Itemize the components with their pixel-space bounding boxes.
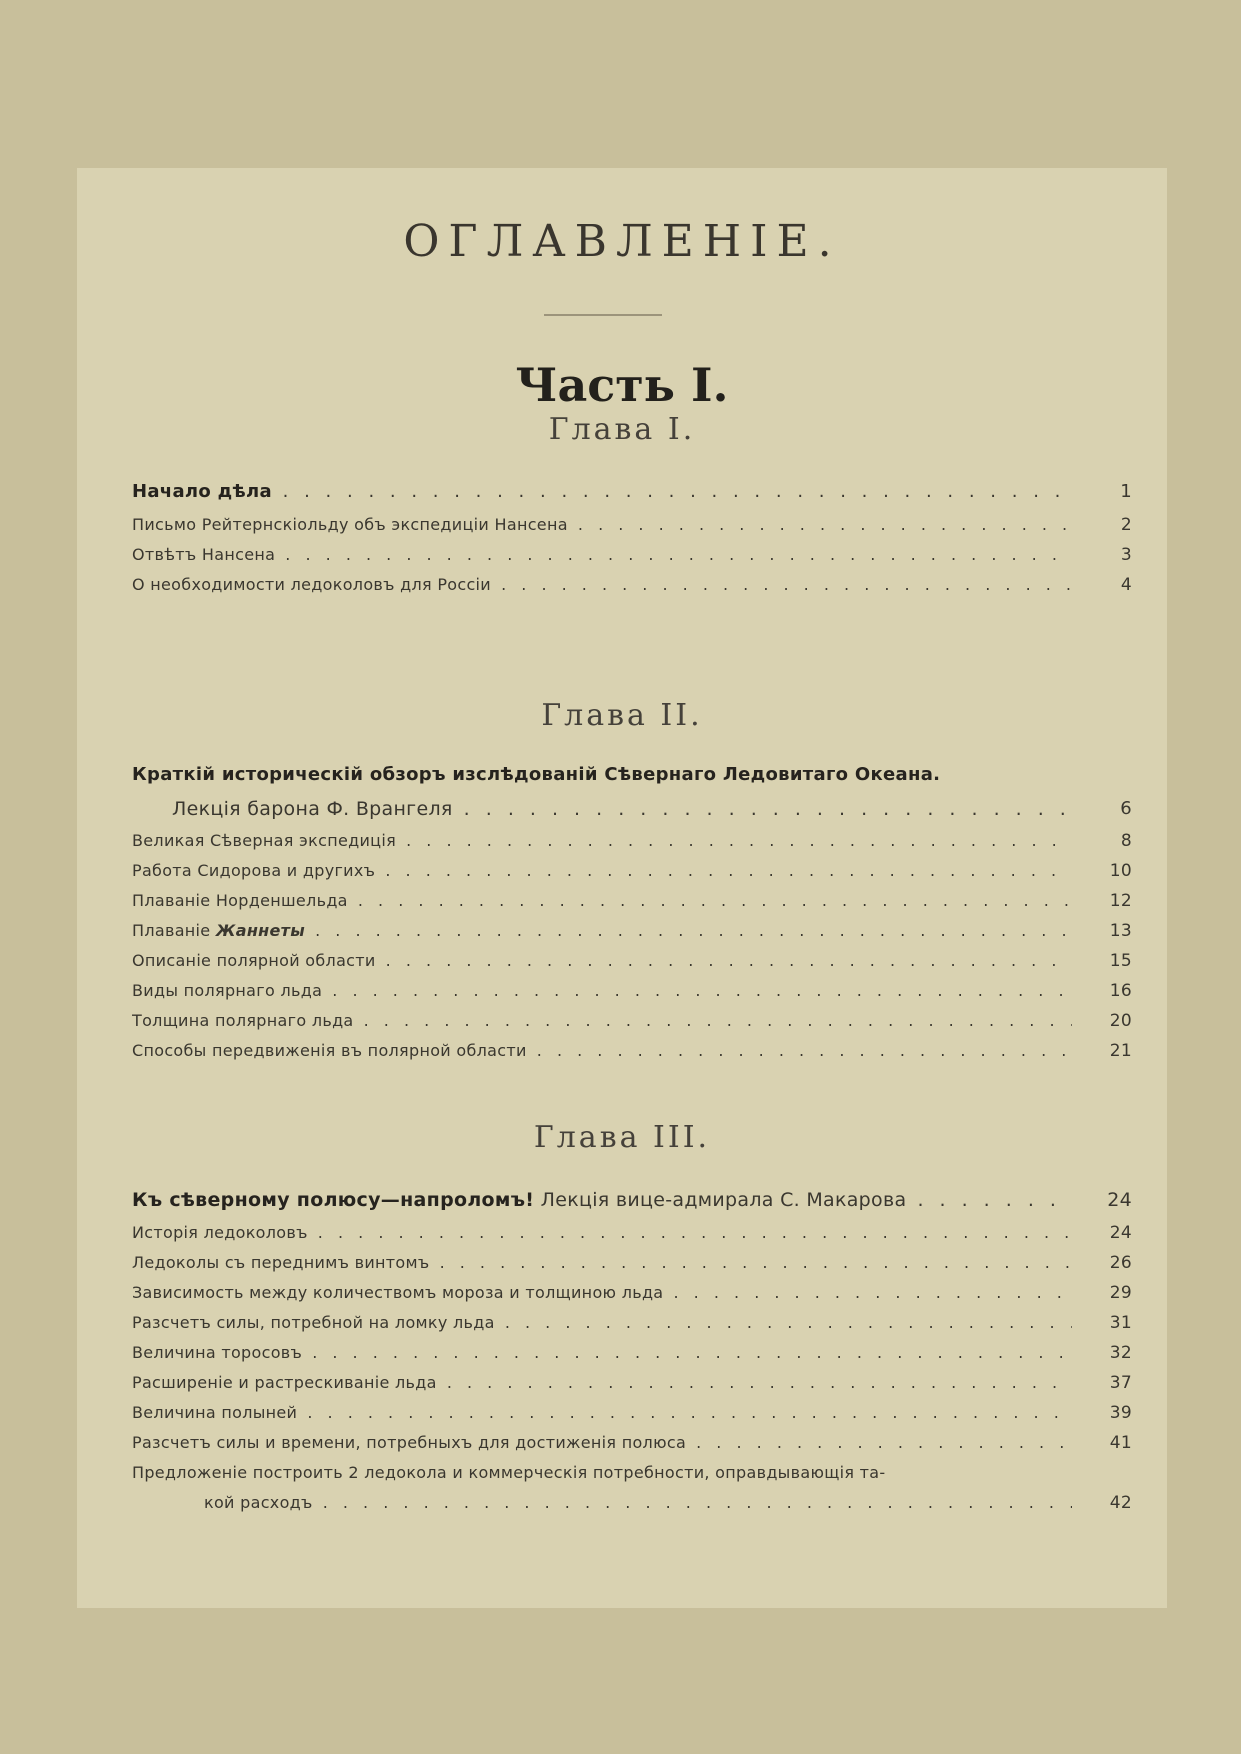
toc-entry-title: Зависимость между количествомъ мороза и толщиною льда . . .: [132, 1278, 1072, 1308]
book-page: [77, 168, 1167, 1608]
toc-entry: [132, 916, 1132, 946]
toc-page-number: 6: [1120, 798, 1132, 819]
toc-entry: [132, 1248, 1132, 1278]
toc-entry-title: Виды полярнаго льда . . .: [132, 976, 1072, 1006]
toc-entry-title: Лекція вице-адмирала С. Макарова: [534, 1189, 907, 1211]
page-title: ОГЛАВЛЕНІЕ.: [403, 216, 841, 267]
toc-entry-title: Лекція барона Ф. Врангеля . . .: [172, 792, 1072, 826]
toc-page-number: 4: [1120, 575, 1132, 595]
chapter-2-entries: [132, 758, 1132, 1066]
toc-entry: [132, 1398, 1132, 1428]
chapter-3-entries: [132, 1182, 1132, 1518]
chapter-heading-3: Глава III.: [533, 1120, 711, 1155]
toc-page-number: 15: [1109, 951, 1132, 971]
toc-entry: [132, 1308, 1132, 1338]
toc-entry-title: Толщина полярнаго льда . . .: [132, 1006, 1072, 1036]
toc-entry-title: Разсчетъ силы, потребной на ломку льда . . .: [132, 1308, 1072, 1338]
toc-entry: [132, 1368, 1132, 1398]
toc-entry-title: Начало дѣла: [132, 481, 272, 502]
toc-page-number: 37: [1109, 1373, 1132, 1393]
toc-entry: [132, 474, 1132, 510]
toc-entry: [132, 1036, 1132, 1066]
toc-entry: [132, 826, 1132, 856]
toc-page-number: 21: [1109, 1041, 1132, 1061]
toc-page-number: 24: [1109, 1223, 1132, 1243]
toc-entry-line-1: [132, 1458, 1132, 1488]
toc-entry-title: О необходимости ледоколовъ для Россіи . . .: [132, 570, 1072, 600]
toc-section-heading: [132, 758, 1132, 792]
toc-page-number: 26: [1109, 1253, 1132, 1273]
toc-entry-title: Исторія ледоколовъ . . .: [132, 1218, 1072, 1248]
toc-page-number: 42: [1109, 1493, 1132, 1513]
toc-entry: [132, 946, 1132, 976]
toc-page-number: 39: [1109, 1403, 1132, 1423]
toc-entry-title: Описаніе полярной области . . .: [132, 946, 1072, 976]
toc-page-number: 32: [1109, 1343, 1132, 1363]
toc-page-number: 31: [1109, 1313, 1132, 1333]
toc-page-number: 13: [1109, 921, 1132, 941]
toc-entry-line-2: [132, 1488, 1132, 1518]
toc-entry: [132, 1428, 1132, 1458]
toc-page-number: 12: [1109, 891, 1132, 911]
part-heading: Часть I.: [515, 358, 729, 412]
toc-entry: [132, 1006, 1132, 1036]
chapter-heading-2: Глава II.: [541, 698, 703, 733]
toc-entry: [132, 1278, 1132, 1308]
toc-entry: [132, 976, 1132, 1006]
toc-entry: [132, 1338, 1132, 1368]
toc-page-number: 10: [1109, 861, 1132, 881]
chapter-1-entries: [132, 474, 1132, 600]
toc-entry-title: Плаваніе Норденшельда . . .: [132, 886, 1072, 916]
toc-entry: [132, 1182, 1132, 1218]
toc-entry-title: Работа Сидорова и другихъ . . .: [132, 856, 1072, 886]
toc-entry-italic: Жаннеты: [215, 921, 306, 940]
toc-page-number: 1: [1120, 481, 1132, 502]
toc-entry-title: Величина торосовъ . . .: [132, 1338, 1072, 1368]
toc-entry: [132, 540, 1132, 570]
toc-entry-title: Величина полыней . . .: [132, 1398, 1072, 1428]
toc-entry: [132, 856, 1132, 886]
toc-entry-title: Великая Сѣверная экспедиція . . .: [132, 826, 1072, 856]
toc-page-number: 29: [1109, 1283, 1132, 1303]
chapter-heading-1: Глава I.: [548, 412, 696, 447]
toc-page-number: 20: [1109, 1011, 1132, 1031]
toc-entry-title: кой расходъ . . .: [204, 1488, 1072, 1518]
toc-entry-title: Расширеніе и растрескиваніе льда . . .: [132, 1368, 1072, 1398]
toc-page-number: 16: [1109, 981, 1132, 1001]
toc-entry: [132, 570, 1132, 600]
toc-entry-bold: Къ сѣверному полюсу—напроломъ!: [132, 1189, 535, 1211]
toc-entry: [132, 510, 1132, 540]
toc-entry: [132, 886, 1132, 916]
toc-page-number: 2: [1120, 515, 1132, 535]
toc-page-number: 8: [1120, 831, 1132, 851]
toc-entry-title: Разсчетъ силы и времени, потребныхъ для достиженія полюса . . .: [132, 1428, 1072, 1458]
toc-entry-title: Способы передвиженія въ полярной области . . .: [132, 1036, 1072, 1066]
toc-entry-title: Отвѣтъ Нансена . . .: [132, 540, 1072, 570]
toc-page-number: 3: [1120, 545, 1132, 565]
toc-page-number: 41: [1109, 1433, 1132, 1453]
toc-entry-title: Письмо Рейтернскіольду объ экспедиціи Нансена . . .: [132, 510, 1072, 540]
toc-entry: [132, 1218, 1132, 1248]
toc-entry-title: Предложеніе построить 2 ледокола и коммерческія потребности, оправдывающія та-: [132, 1463, 886, 1482]
toc-entry-title: Плаваніе: [132, 921, 211, 940]
toc-page-number: 24: [1107, 1189, 1132, 1211]
title-divider: [544, 314, 662, 316]
toc-section-title: Краткій историческій обзоръ изслѣдованій Сѣвернаго Ледовитаго Океана.: [132, 764, 941, 785]
toc-entry: [132, 792, 1132, 826]
toc-entry-title: Ледоколы съ переднимъ винтомъ . . .: [132, 1248, 1072, 1278]
